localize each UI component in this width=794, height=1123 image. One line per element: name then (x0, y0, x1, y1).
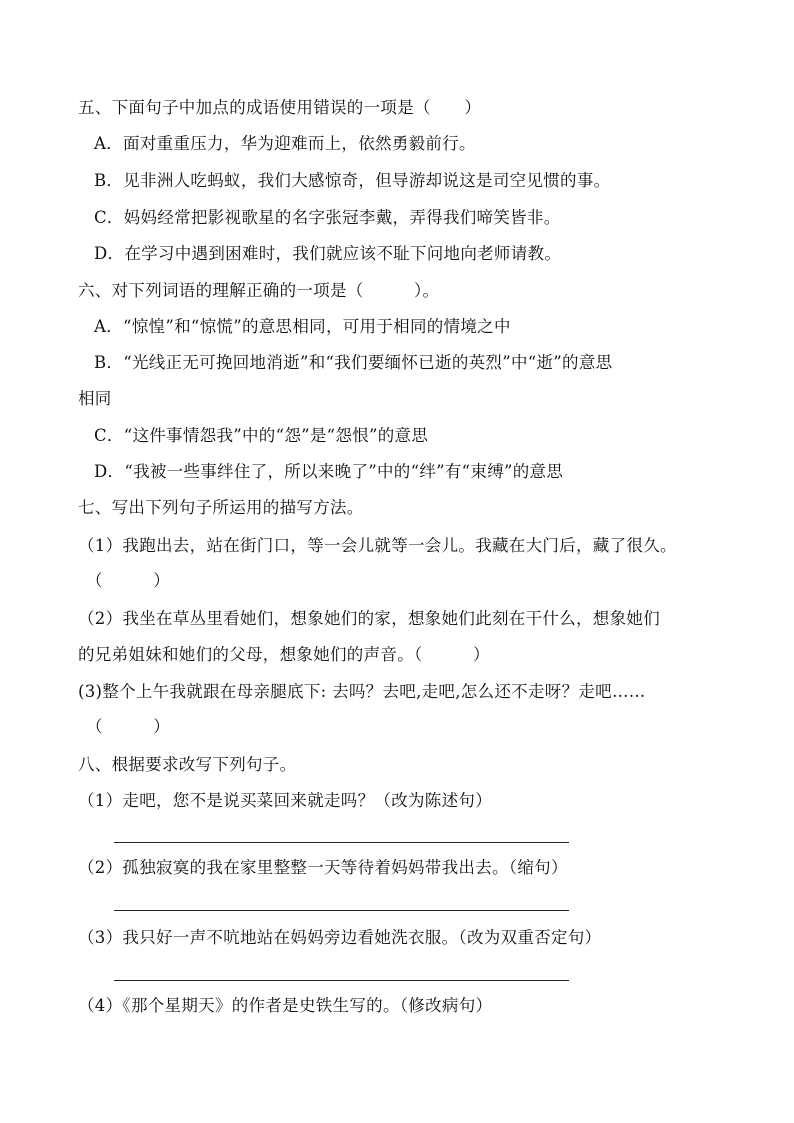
question-5-option-d: D．在学习中遇到困难时，我们就应该不耻下问地向老师请教。 (94, 244, 562, 263)
question-8-item-3-answer-line[interactable] (114, 980, 569, 981)
question-6-option-a: A．“惊惶”和“惊慌”的意思相同，可用于相同的情境之中 (94, 317, 511, 336)
question-6-title: 六、对下列词语的理解正确的一项是（ ）。 (78, 281, 440, 300)
question-5-option-b: B．见非洲人吃蚂蚁，我们大感惊奇，但导游却说这是司空见惯的事。 (94, 171, 611, 190)
question-7-item-2-line1: （2）我坐在草丛里看她们，想象她们的家，想象她们此刻在干什么，想象她们 (78, 609, 660, 628)
question-8-item-3: （3）我只好一声不吭地站在妈妈旁边看她洗衣服。（改为双重否定句） (78, 928, 602, 947)
question-8-item-4: （4）《那个星期天》的作者是史铁生写的。（修改病句） (78, 996, 493, 1015)
question-6-option-b-line2: 相同 (78, 389, 112, 408)
question-6-option-d: D．“我被一些事绊住了，所以来晚了”中的“绊”有“束缚”的意思 (94, 462, 564, 481)
question-5-option-c: C．妈妈经常把影视歌星的名字张冠李戴，弄得我们啼笑皆非。 (94, 208, 561, 227)
question-7-title: 七、写出下列句子所运用的描写方法。 (78, 498, 364, 517)
question-7-item-1-answer-blank[interactable]: （ ） (86, 571, 170, 590)
question-8-item-1-answer-line[interactable] (114, 842, 569, 843)
question-7-item-3: (3)整个上午我就跟在母亲腿底下: 去吗？去吧,走吧,怎么还不走呀？走吧…… (78, 682, 646, 701)
question-7-item-1: （1）我跑出去，站在街门口，等一会儿就等一会儿。我藏在大门后，藏了很久。 (78, 536, 677, 555)
question-5-option-a: A．面对重重压力，华为迎难而上，依然勇毅前行。 (94, 134, 476, 153)
question-8-item-2-answer-line[interactable] (114, 910, 569, 911)
question-6-option-b-line1: B．“光线正无可挽回地消逝”和“我们要缅怀已逝的英烈”中“逝”的意思 (94, 353, 613, 372)
question-8-title: 八、根据要求改写下列句子。 (78, 755, 297, 774)
question-8-item-1: （1）走吧，您不是说买菜回来就走吗？（改为陈述句） (78, 791, 492, 810)
question-5-title: 五、下面句子中加点的成语使用错误的一项是（ ） (78, 98, 482, 117)
question-7-item-2-line2: 的兄弟姐妹和她们的父母，想象她们的声音。（ ） (78, 645, 490, 664)
question-6-option-c: C．“这件事情怨我”中的“怨”是“怨恨”的意思 (94, 426, 429, 445)
question-8-item-2: （2）孤独寂寞的我在家里整整一天等待着妈妈带我出去。（缩句） (78, 858, 568, 877)
question-7-item-3-answer-blank[interactable]: （ ） (86, 717, 170, 736)
